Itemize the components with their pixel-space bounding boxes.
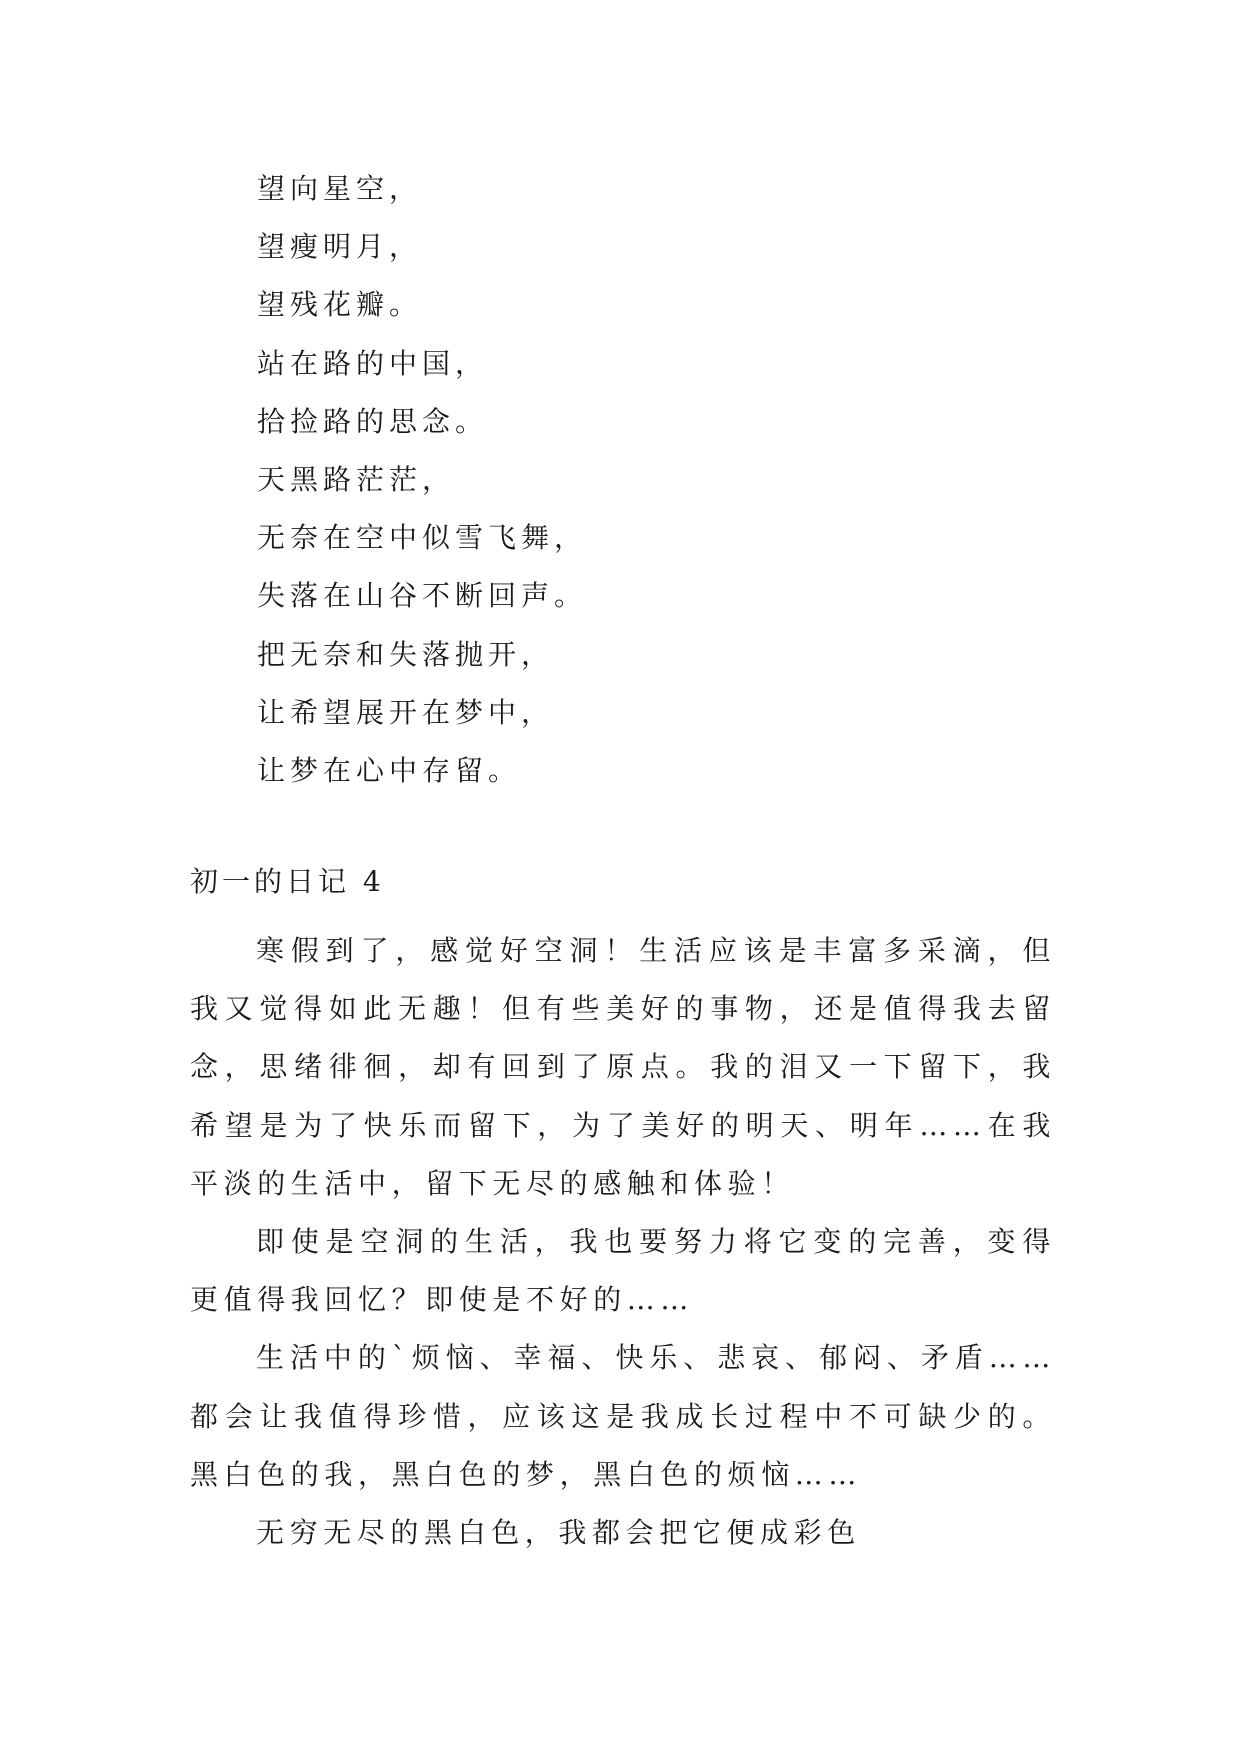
poem-line: 天黑路茫茫，	[257, 462, 456, 496]
poem-line: 失落在山谷不断回声。	[257, 579, 588, 613]
poem-line: 拾捡路的思念。	[257, 404, 489, 438]
poem-line: 无奈在空中似雪飞舞，	[257, 521, 588, 555]
entry-body	[190, 922, 1056, 1562]
paragraph: 即使是空洞的生活，我也要努力将它变的完善，变得更值得我回忆？即使是不好的……	[190, 1225, 1056, 1317]
paragraph: 无穷无尽的黑白色，我都会把它便成彩色	[256, 1516, 861, 1550]
paragraph: 生活中的`烦恼、幸福、快乐、悲哀、郁闷、矛盾……都会让我值得珍惜，应该这是我成长过程中不可缺少的。黑白色的我，黑白色的梦，黑白色的烦恼……	[190, 1341, 1056, 1491]
poem-line: 望瘦明月，	[257, 230, 423, 264]
paragraph: 寒假到了，感觉好空洞！生活应该是丰富多采滴，但我又觉得如此无趣！但有些美好的事物，还是值得我去留念，思绪徘徊，却有回到了原点。我的泪又一下留下，我希望是为了快乐而留下，为了美好的明天、明年……在我平淡的生活中，留下无尽的感触和体验！	[190, 934, 1056, 1200]
entry-heading: 初一的日记 4	[190, 865, 385, 898]
poem-line: 站在路的中国，	[257, 346, 489, 380]
poem-line: 让希望展开在梦中，	[257, 695, 555, 729]
poem-line: 让梦在心中存留。	[257, 753, 522, 787]
poem-line: 望残花瓣。	[257, 288, 423, 322]
poem-line: 把无奈和失落抛开，	[257, 637, 555, 671]
poem-line: 望向星空，	[257, 172, 423, 205]
poem	[257, 160, 587, 800]
